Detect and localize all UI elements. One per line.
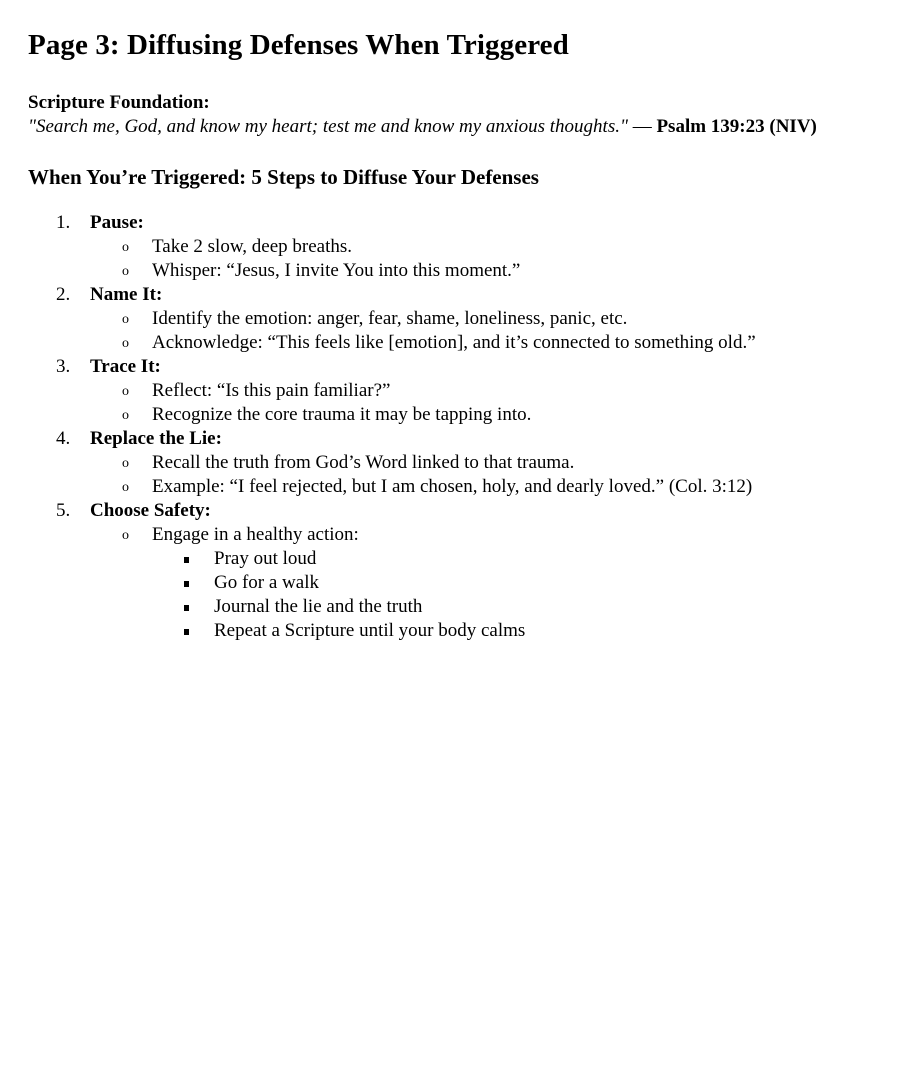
- list-item-text: Reflect: “Is this pain familiar?”: [152, 380, 391, 401]
- step-sublist: [90, 307, 888, 355]
- step-sublist: [90, 523, 888, 643]
- list-item: [90, 523, 888, 643]
- page-title: Page 3: Diffusing Defenses When Triggered: [28, 29, 569, 61]
- step-number: 2.: [56, 284, 71, 305]
- circle-bullet-icon: o: [122, 528, 129, 543]
- list-item: [152, 571, 888, 595]
- list-item: [90, 259, 888, 283]
- list-item-text: Engage in a healthy action:: [152, 524, 359, 545]
- scripture-reference: Psalm 139:23 (NIV): [656, 116, 817, 137]
- step-number: 3.: [56, 356, 71, 377]
- step-item-choose-safety: [28, 499, 888, 643]
- circle-bullet-icon: o: [122, 408, 129, 423]
- step-sublist: [90, 451, 888, 499]
- square-bullet-icon: [184, 605, 189, 611]
- list-item: [152, 595, 888, 619]
- list-item-text: Go for a walk: [214, 572, 319, 593]
- list-item-text: Pray out loud: [214, 548, 317, 569]
- step-item-replace-the-lie: [28, 427, 888, 499]
- list-item: [90, 331, 888, 355]
- steps-list: [28, 211, 888, 643]
- list-item: [152, 619, 888, 643]
- list-item-text: Repeat a Scripture until your body calms: [214, 620, 526, 641]
- circle-bullet-icon: o: [122, 456, 129, 471]
- scripture-foundation: [28, 91, 888, 139]
- square-bullet-icon: [184, 629, 189, 635]
- section-heading: When You’re Triggered: 5 Steps to Diffuse Your Defenses: [28, 165, 539, 189]
- scripture-verse: "Search me, God, and know my heart; test me and know my anxious thoughts.": [28, 116, 628, 137]
- list-item: [90, 475, 888, 499]
- list-item-text: Recognize the core trauma it may be tapping into.: [152, 404, 532, 425]
- square-bullet-icon: [184, 581, 189, 587]
- list-item-text: Example: “I feel rejected, but I am chosen, holy, and dearly loved.” (Col. 3:12): [152, 476, 753, 497]
- list-item: [90, 307, 888, 331]
- list-item-text: Identify the emotion: anger, fear, shame, loneliness, panic, etc.: [152, 308, 628, 329]
- step-item-pause: [28, 211, 888, 283]
- step-title: Trace It:: [90, 356, 161, 377]
- step-number: 1.: [56, 212, 71, 233]
- verse-dash: —: [627, 116, 657, 137]
- step-number: 4.: [56, 428, 71, 449]
- list-item-text: Take 2 slow, deep breaths.: [152, 236, 353, 257]
- circle-bullet-icon: o: [122, 336, 129, 351]
- circle-bullet-icon: o: [122, 480, 129, 495]
- step-sublist: [90, 379, 888, 427]
- step-title: Pause:: [90, 212, 144, 233]
- list-item-text: Journal the lie and the truth: [214, 596, 423, 617]
- document-page: [28, 26, 888, 643]
- step-item-trace-it: [28, 355, 888, 427]
- list-item-text: Acknowledge: “This feels like [emotion], and it’s connected to something old.”: [152, 332, 756, 353]
- circle-bullet-icon: o: [122, 240, 129, 255]
- step-title: Choose Safety:: [90, 500, 211, 521]
- list-item: [90, 235, 888, 259]
- step-title: Replace the Lie:: [90, 428, 222, 449]
- list-item: [152, 547, 888, 571]
- list-item: [90, 451, 888, 475]
- list-item: [90, 403, 888, 427]
- step-number: 5.: [56, 500, 71, 521]
- healthy-actions-list: [152, 547, 888, 643]
- step-item-name-it: [28, 283, 888, 355]
- square-bullet-icon: [184, 557, 189, 563]
- list-item-text: Recall the truth from God’s Word linked to that trauma.: [152, 452, 575, 473]
- list-item-text: Whisper: “Jesus, I invite You into this moment.”: [152, 260, 521, 281]
- step-title: Name It:: [90, 284, 163, 305]
- circle-bullet-icon: o: [122, 384, 129, 399]
- list-item: [90, 379, 888, 403]
- step-sublist: [90, 235, 888, 283]
- scripture-foundation-label: Scripture Foundation:: [28, 92, 210, 113]
- circle-bullet-icon: o: [122, 264, 129, 279]
- circle-bullet-icon: o: [122, 312, 129, 327]
